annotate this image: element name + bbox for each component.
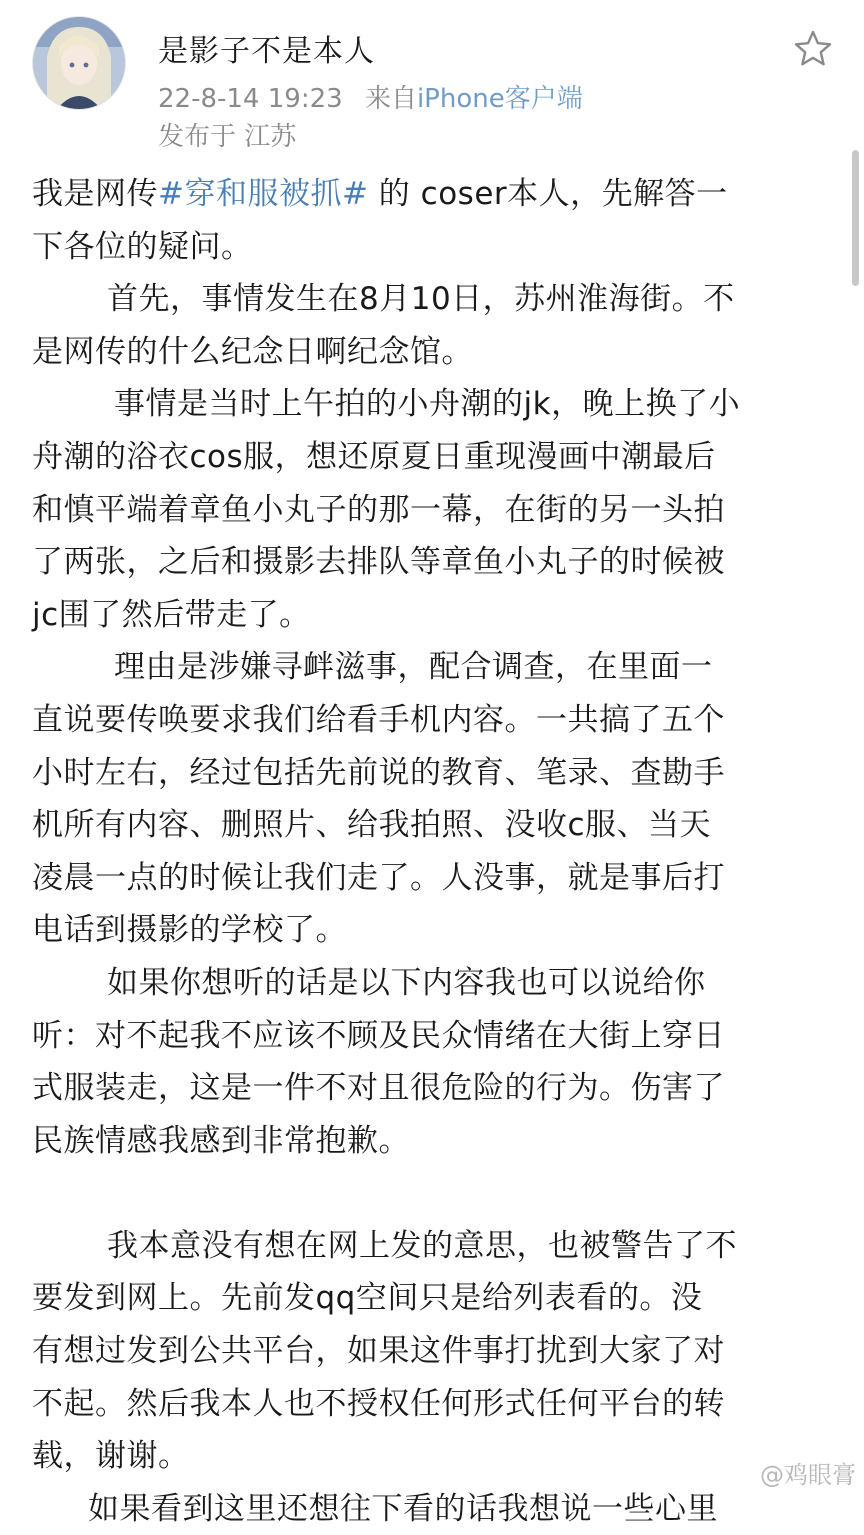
text-line: 首先，事情发生在8月10日，苏州淮海街。不 (107, 281, 735, 318)
text-line: 民族情感我感到非常抱歉。 (32, 1122, 410, 1159)
text-line: 是网传的什么纪念日啊纪念馆。 (32, 333, 473, 370)
blank-line (32, 1167, 832, 1220)
text-line: 有想过发到公共平台，如果这件事打扰到大家了对 (32, 1333, 725, 1370)
scrollbar[interactable] (852, 150, 859, 286)
text-line: 式服装走，这是一件不对且很危险的行为。伤害了 (32, 1070, 725, 1107)
text-line: 如果看到这里还想往下看的话我想说一些心里 (88, 1490, 718, 1527)
avatar-image (33, 17, 125, 109)
text-line: 事情是当时上午拍的小舟潮的jk，晚上换了小 (114, 386, 741, 423)
text-line: 理由是涉嫌寻衅滋事，配合调查，在里面一 (114, 649, 713, 686)
text-line: 我本意没有想在网上发的意思，也被警告了不 (107, 1227, 737, 1264)
username[interactable]: 是影子不是本人 (158, 34, 375, 69)
text-line: 和慎平端着章鱼小丸子的那一幕，在街的另一头拍 (32, 491, 725, 528)
post-meta (158, 78, 583, 115)
line-text: 的 coser本人，先解答一 (368, 176, 728, 212)
star-icon[interactable] (792, 28, 834, 70)
text-line: 了两张，之后和摄影去排队等章鱼小丸子的时候被 (32, 544, 725, 581)
text-line: 要发到网上。先前发qq空间只是给列表看的。没 (32, 1280, 703, 1317)
text-line: 不起。然后我本人也不授权任何形式任何平台的转 (32, 1385, 725, 1422)
text-line (32, 168, 832, 221)
text-line: 凌晨一点的时候让我们走了。人没事，就是事后打 (32, 859, 725, 896)
post-body (32, 168, 832, 1535)
post-location: 发布于 江苏 (158, 122, 297, 152)
text-line: 如果你想听的话是以下内容我也可以说给你 (107, 964, 706, 1001)
line-text: 我是网传 (32, 176, 158, 212)
text-line: jc围了然后带走了。 (32, 596, 311, 633)
hashtag-link[interactable]: #穿和服被抓# (158, 176, 369, 212)
text-line: 听：对不起我不应该不顾及民众情绪在大街上穿日 (32, 1017, 725, 1054)
text-line: 电话到摄影的学校了。 (32, 912, 347, 949)
watermark: @鸡眼膏 (760, 1461, 856, 1489)
source-prefix: 来自 (364, 84, 417, 114)
text-line: 小时左右，经过包括先前说的教育、笔录、查勘手 (32, 754, 725, 791)
user-avatar[interactable] (32, 16, 126, 110)
text-line: 载，谢谢。 (32, 1438, 190, 1475)
source-link[interactable]: iPhone客户端 (416, 84, 583, 114)
post-timestamp: 22-8-14 19:23 (158, 84, 343, 114)
post-header (0, 0, 864, 160)
text-line: 机所有内容、删照片、给我拍照、没收c服、当天 (32, 807, 712, 844)
text-line: 下各位的疑问。 (32, 228, 253, 265)
text-line: 舟潮的浴衣cos服，想还原夏日重现漫画中潮最后 (32, 438, 716, 475)
text-line: 直说要传唤要求我们给看手机内容。一共搞了五个 (32, 701, 725, 738)
